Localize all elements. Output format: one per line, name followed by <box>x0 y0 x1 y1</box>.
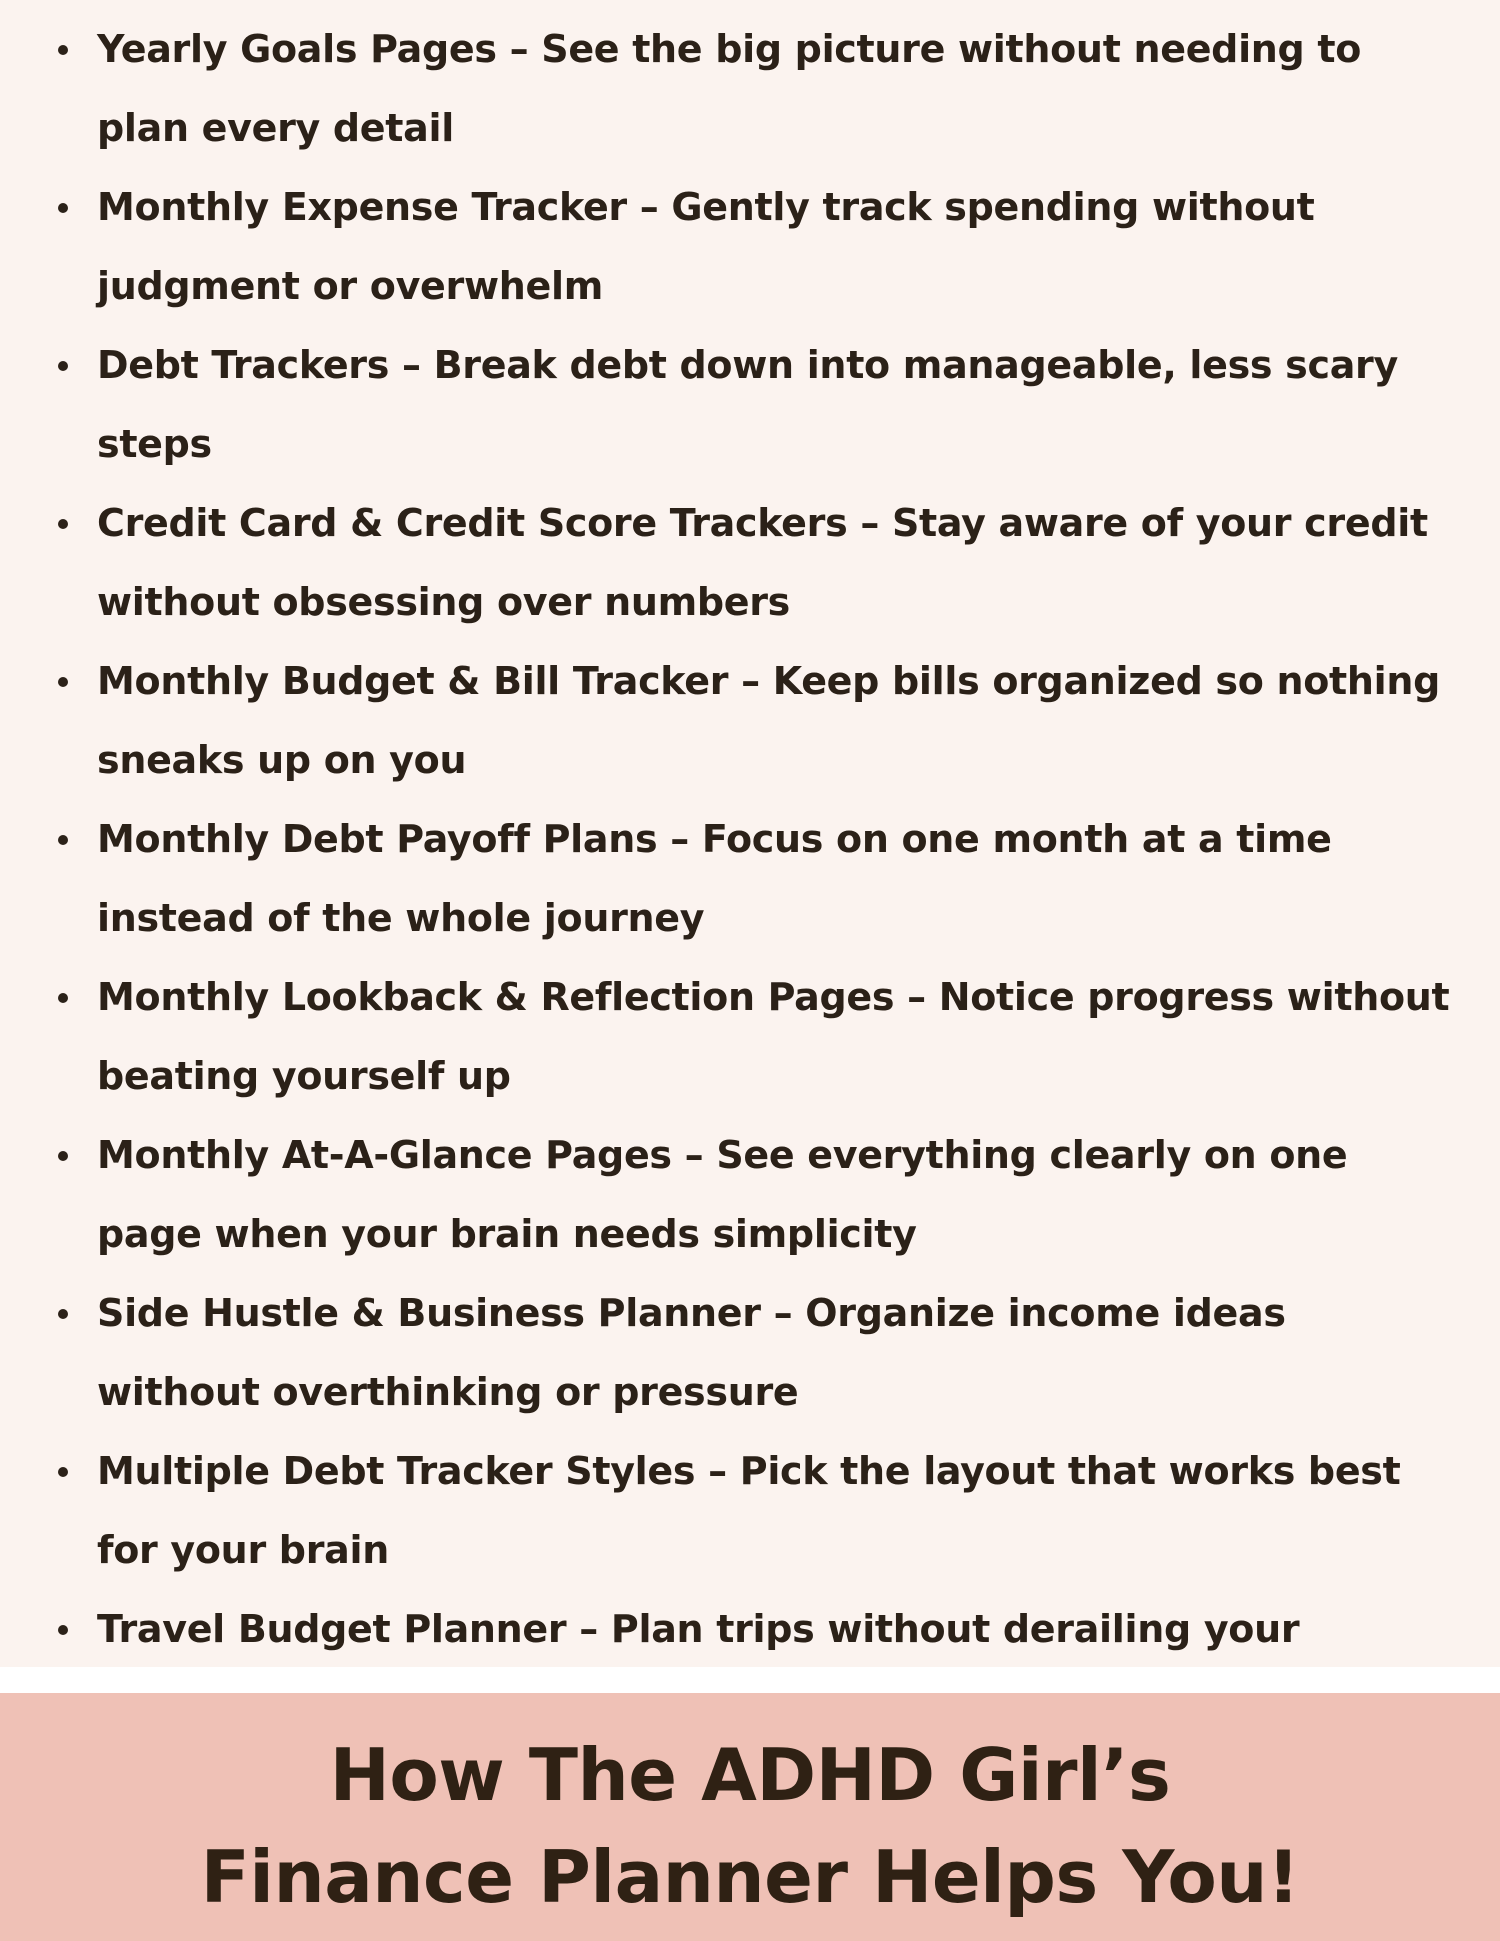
bullet-icon <box>58 677 68 687</box>
list-item <box>58 10 1458 168</box>
feature-description: Stay aware of your credit without obsessing over numbers <box>97 501 1428 624</box>
feature-name: Travel Budget Planner <box>97 1607 567 1651</box>
feature-separator: – <box>671 1133 717 1177</box>
feature-name: Yearly Goals Pages <box>97 27 497 71</box>
bullet-icon <box>58 1309 68 1319</box>
feature-name: Monthly Debt Payoff Plans <box>97 817 658 861</box>
feature-separator: – <box>760 1291 806 1335</box>
feature-description: Plan trips without derailing your <box>610 1607 1300 1651</box>
bullet-icon <box>58 45 68 55</box>
feature-name: Monthly Budget & Bill Tracker <box>97 659 729 703</box>
feature-name: Credit Card & Credit Score Trackers <box>97 501 848 545</box>
list-item <box>58 168 1458 326</box>
list-item <box>58 642 1458 800</box>
feature-separator: – <box>847 501 892 545</box>
feature-description: See the big picture without needing to plan every detail <box>97 27 1362 150</box>
feature-list <box>58 10 1458 1748</box>
bullet-icon <box>58 203 68 213</box>
feature-description: Keep bills organized so nothing sneaks up on you <box>97 659 1441 782</box>
bullet-icon <box>58 993 68 1003</box>
feature-name: Multiple Debt Tracker Styles <box>97 1449 696 1493</box>
list-item <box>58 484 1458 642</box>
bullet-icon <box>58 519 68 529</box>
list-item <box>58 800 1458 958</box>
feature-separator: – <box>496 27 542 71</box>
bullet-icon <box>58 1467 68 1477</box>
feature-name: Monthly At-A-Glance Pages <box>97 1133 672 1177</box>
list-item <box>58 326 1458 484</box>
feature-separator: – <box>728 659 773 703</box>
list-item <box>58 958 1458 1116</box>
feature-separator: – <box>626 185 672 229</box>
feature-separator: – <box>566 1607 611 1651</box>
feature-description: Break debt down into manageable, less scary steps <box>97 343 1398 466</box>
bullet-icon <box>58 835 68 845</box>
footer-title-line-1: How The ADHD Girl’s <box>329 1733 1171 1817</box>
feature-description: Organize income ideas without overthinking or pressure <box>97 1291 1286 1414</box>
feature-description: Pick the layout that works best for your brain <box>97 1449 1401 1572</box>
feature-separator: – <box>695 1449 740 1493</box>
divider <box>0 1667 1500 1693</box>
footer-banner <box>0 1693 1500 1941</box>
list-item <box>58 1116 1458 1274</box>
feature-name: Debt Trackers <box>97 343 390 387</box>
feature-description: Notice progress without beating yourself up <box>97 975 1450 1098</box>
feature-separator: – <box>657 817 702 861</box>
bullet-icon <box>58 1625 68 1635</box>
list-item <box>58 1432 1458 1590</box>
feature-name: Monthly Lookback & Reflection Pages <box>97 975 895 1019</box>
list-item <box>58 1274 1458 1432</box>
bullet-icon <box>58 361 68 371</box>
feature-separator: – <box>389 343 434 387</box>
feature-description: See everything clearly on one page when your brain needs simplicity <box>97 1133 1348 1256</box>
feature-description: Focus on one month at a time instead of the whole journey <box>97 817 1332 940</box>
feature-description: Gently track spending without judgment or overwhelm <box>97 185 1315 308</box>
feature-name: Monthly Expense Tracker <box>97 185 627 229</box>
feature-separator: – <box>894 975 939 1019</box>
footer-title-line-2: Finance Planner Helps You! <box>200 1835 1300 1919</box>
feature-name: Side Hustle & Business Planner <box>97 1291 761 1335</box>
bullet-icon <box>58 1151 68 1161</box>
